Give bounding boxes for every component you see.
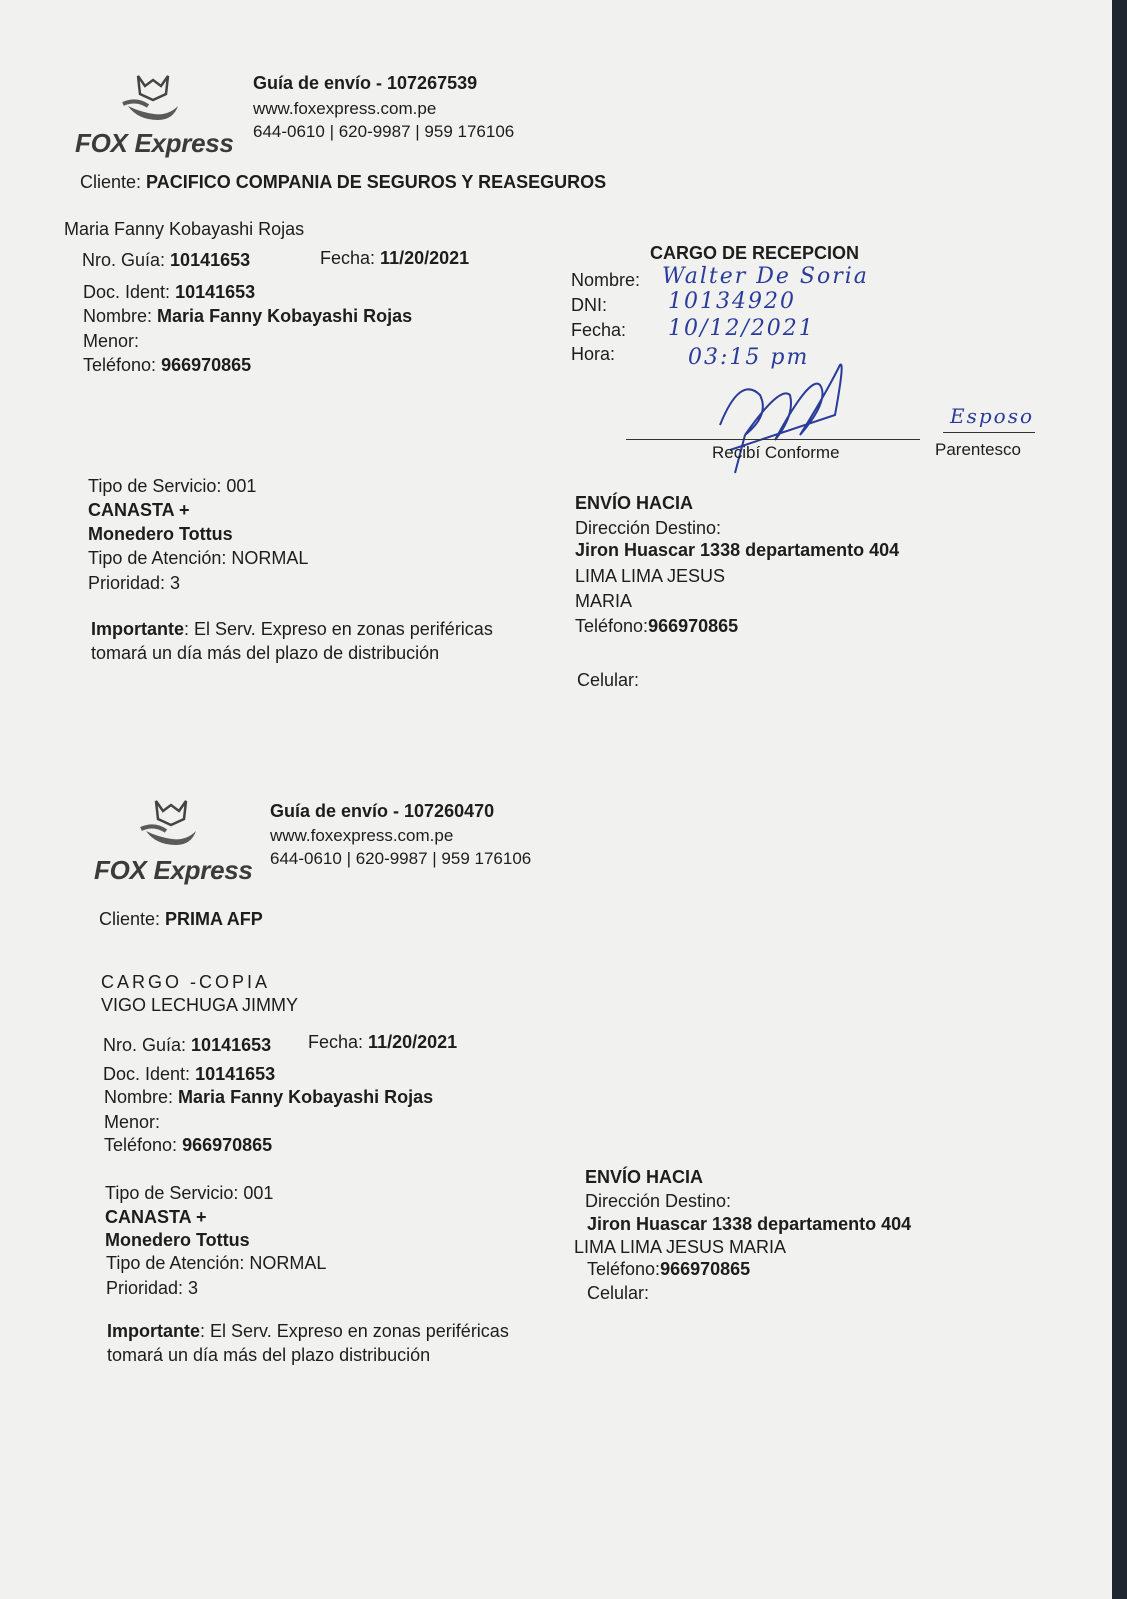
menor-2: Menor: [104, 1112, 161, 1132]
direccion-label-2: Dirección Destino: [585, 1191, 732, 1211]
fox-logo-icon [136, 795, 206, 855]
brand-name: FOX Express [75, 128, 234, 158]
ciudad-b: LIMA LIMA JESUS MARIA [574, 1237, 787, 1257]
nro-guia: Nro. Guía: 10141653 [82, 250, 251, 270]
importante-line-1: Importante: El Serv. Expreso en zonas periféricas [91, 619, 493, 639]
prioridad: Prioridad: 3 [88, 573, 181, 593]
doc-ident-2: Doc. Ident: 10141653 [103, 1064, 276, 1084]
fecha: Fecha: 11/20/2021 [320, 248, 470, 268]
phones: 644-0610 | 620-9987 | 959 176106 [253, 122, 515, 141]
menor: Menor: [83, 331, 140, 351]
item-monedero: Monedero Tottus [88, 524, 233, 544]
importante-line-1b: Importante: El Serv. Expreso en zonas periféricas [107, 1321, 509, 1341]
tipo-atencion: Tipo de Atención: NORMAL [88, 548, 309, 568]
importante-line-2b: tomará un día más del plazo distribución [107, 1345, 431, 1365]
parentesco-line [943, 432, 1035, 433]
parentesco-handwritten: Esposo [950, 404, 1035, 428]
celular-2: Celular: [587, 1283, 650, 1303]
direccion: Jiron Huascar 1338 departamento 404 [575, 540, 900, 560]
telefono-destino: Teléfono:966970865 [575, 616, 739, 636]
cargo-hora-handwritten: 03:15 pm [688, 345, 810, 370]
telefono-2: Teléfono: 966970865 [104, 1135, 273, 1155]
direccion-label: Dirección Destino: [575, 518, 722, 538]
doc-ident: Doc. Ident: 10141653 [83, 282, 256, 302]
nro-guia-2: Nro. Guía: 10141653 [103, 1035, 272, 1055]
recipient-name: Maria Fanny Kobayashi Rojas [64, 219, 305, 239]
website: www.foxexpress.com.pe [270, 826, 454, 845]
cargo-dni-handwritten: 10134920 [668, 289, 796, 314]
importante-line-2: tomará un día más del plazo de distribución [91, 643, 440, 663]
item-canasta-2: CANASTA + [105, 1207, 207, 1227]
item-monedero-2: Monedero Tottus [105, 1230, 250, 1250]
recibi-conforme: Recibí Conforme [712, 443, 840, 462]
tipo-atencion-2: Tipo de Atención: NORMAL [106, 1253, 327, 1273]
sender-name: VIGO LECHUGA JIMMY [101, 995, 299, 1015]
client-line-2: Cliente: PRIMA AFP [99, 909, 263, 929]
guide-title-2: Guía de envío - 107260470 [270, 801, 495, 821]
cargo-fecha-label: Fecha: [571, 320, 627, 340]
fox-logo-icon [118, 70, 188, 130]
cargo-title: CARGO DE RECEPCION [650, 243, 860, 263]
cargo-nombre-label: Nombre: [571, 270, 641, 290]
celular: Celular: [577, 670, 640, 690]
prioridad-2: Prioridad: 3 [106, 1278, 199, 1298]
envio-title-2: ENVÍO HACIA [585, 1167, 704, 1187]
cargo-fecha-handwritten: 10/12/2021 [668, 316, 815, 341]
item-canasta: CANASTA + [88, 500, 190, 520]
signature-line [626, 439, 920, 440]
tipo-servicio-2: Tipo de Servicio: 001 [105, 1183, 274, 1203]
telefono: Teléfono: 966970865 [83, 355, 252, 375]
nombre-2: Nombre: Maria Fanny Kobayashi Rojas [104, 1087, 434, 1107]
cargo-dni-label: DNI: [571, 295, 607, 315]
client-line: Cliente: PACIFICO COMPANIA DE SEGUROS Y REASEGUROS [80, 172, 607, 192]
envio-title: ENVÍO HACIA [575, 493, 694, 513]
fecha-2: Fecha: 11/20/2021 [308, 1032, 458, 1052]
brand-name: FOX Express [94, 855, 253, 885]
parentesco-label: Parentesco [935, 440, 1021, 459]
cargo-copia: CARGO -COPIA [101, 972, 271, 992]
guide-title: Guía de envío - 107267539 [253, 73, 478, 93]
telefono-destino-2: Teléfono:966970865 [587, 1259, 751, 1279]
cargo-hora-label: Hora: [571, 344, 616, 364]
ciudad: LIMA LIMA JESUS [575, 566, 726, 586]
cargo-nombre-handwritten: Walter De Soria [662, 264, 869, 289]
direccion-2: Jiron Huascar 1338 departamento 404 [587, 1214, 912, 1234]
website: www.foxexpress.com.pe [253, 99, 437, 118]
ciudad-2: MARIA [575, 591, 633, 611]
nombre: Nombre: Maria Fanny Kobayashi Rojas [83, 306, 413, 326]
tipo-servicio: Tipo de Servicio: 001 [88, 476, 257, 496]
phones: 644-0610 | 620-9987 | 959 176106 [270, 849, 532, 868]
